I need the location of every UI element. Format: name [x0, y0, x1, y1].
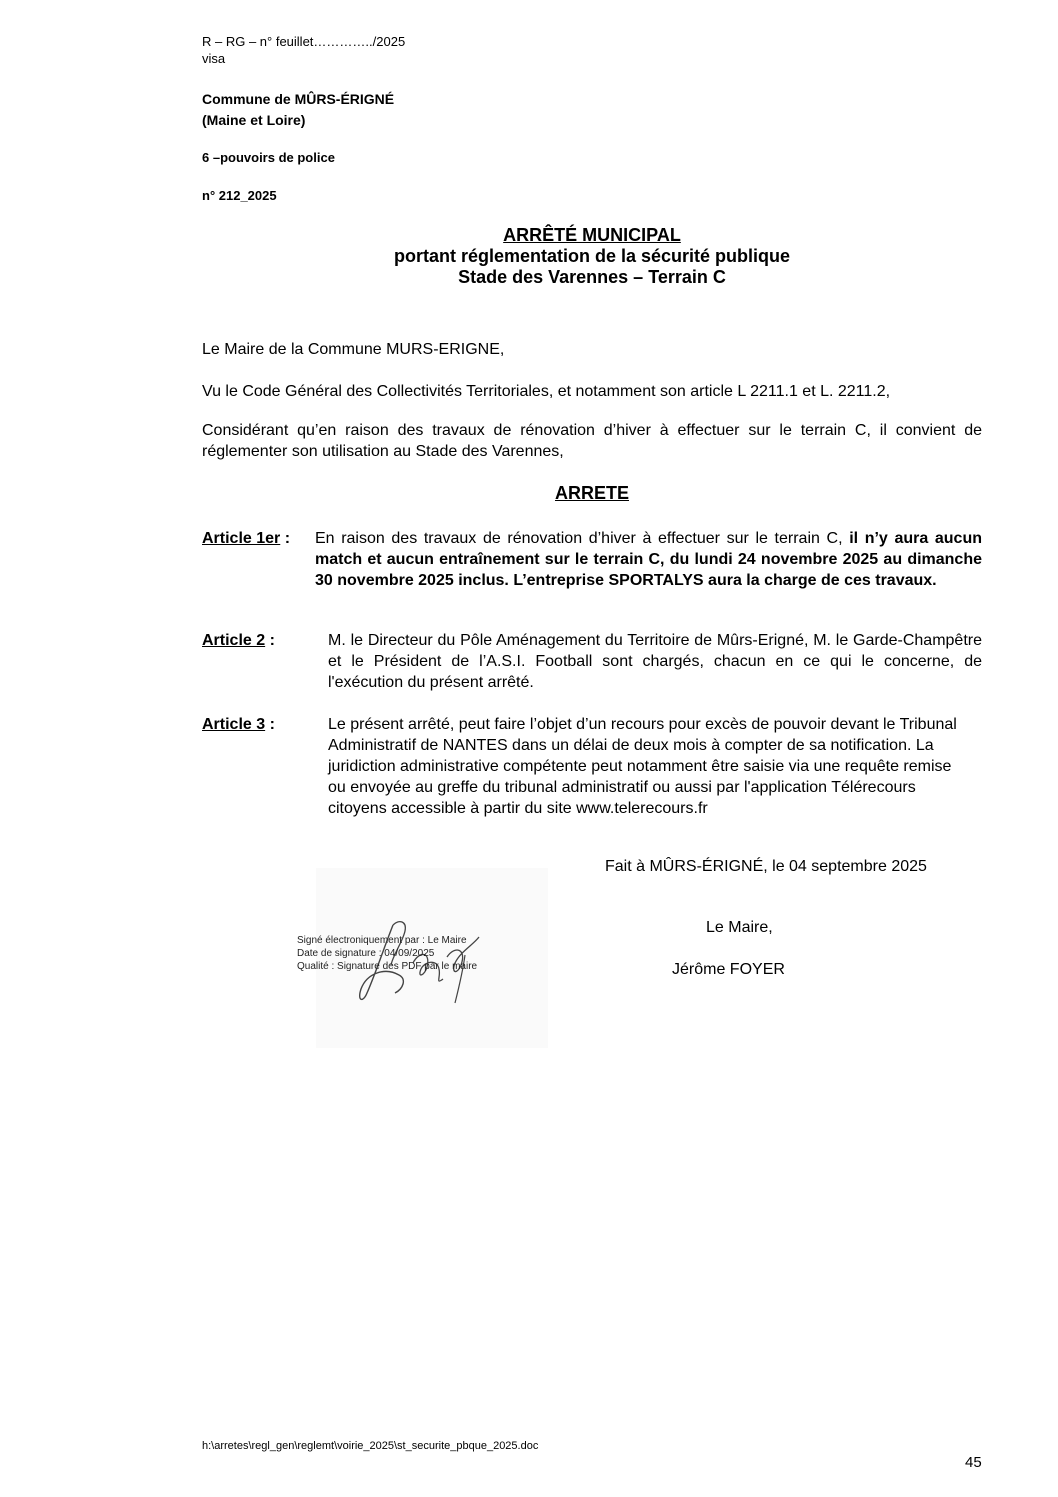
signatory-role: Le Maire, — [706, 919, 773, 936]
signatory-name: Jérôme FOYER — [672, 961, 785, 978]
article-2-label-colon: : — [265, 632, 275, 649]
header-meta — [202, 33, 405, 67]
category-label: 6 –pouvoirs de police — [202, 150, 335, 165]
preamble-considerant: Considérant qu’en raison des travaux de rénovation d’hiver à effectuer sur le terrain C, il convient de réglementer son utilisation au Stade des Varennes, — [202, 422, 982, 460]
article-1-label-text: Article 1er — [202, 530, 281, 547]
title-line-1: ARRÊTÉ MUNICIPAL — [503, 225, 681, 245]
commune-block — [202, 89, 394, 131]
place-date: Fait à MÛRS-ÉRIGNÉ, le 04 septembre 2025 — [605, 858, 927, 875]
article-2-text: M. le Directeur du Pôle Aménagement du Territoire de Mûrs-Erigné, M. le Garde-Champêtre et le Président de l’A.S.I. Football sont chargés, chacun en ce qui le concerne, de l'exécution du présent arrêté. — [328, 632, 982, 691]
reference-line: R – RG – n° feuillet…………../2025 — [202, 34, 406, 49]
department-name: (Maine et Loire) — [202, 112, 306, 128]
article-3-label-text: Article 3 — [202, 716, 266, 733]
article-3-label — [202, 714, 275, 735]
article-1-text-bold: il n’y aura aucun match et aucun entraînement sur le terrain C, du lundi 24 novembre 2025 au dimanche 30 novembre 2025 inclus. L’entreprise SPORTALYS aura la charge de ces travaux. — [315, 530, 983, 589]
article-3-text: Le présent arrêté, peut faire l’objet d’un recours pour excès de pouvoir devant le Tribunal Administratif de NANTES dans un délai de deux mois à compter de sa notification. La juridiction administrative compétente peut notamment être saisie via une requête remise ou envoyée au greffe du tribunal administratif ou aussi par l'application Télérecours citoyens accessible à partir du site www.telerecours.fr — [328, 716, 957, 817]
e-sign-quality: Qualité : Signature des PDF par le maire — [297, 961, 478, 972]
article-1-text-normal: En raison des travaux de rénovation d’hiver à effectuer sur le terrain C, — [315, 530, 850, 547]
preamble-vu: Vu le Code Général des Collectivités Territoriales, et notamment son article L 2211.1 et L. 2211.2, — [202, 383, 891, 400]
article-1-label — [202, 528, 290, 549]
preamble-maire: Le Maire de la Commune MURS-ERIGNE, — [202, 341, 505, 358]
article-3-label-colon: : — [265, 716, 275, 733]
article-1-label-colon: : — [280, 530, 291, 547]
title-line-3: Stade des Varennes – Terrain C — [458, 267, 726, 287]
electronic-signature-info — [297, 934, 477, 973]
page-number: 45 — [965, 1454, 982, 1471]
article-2-label-text: Article 2 — [202, 632, 266, 649]
article-2-label — [202, 630, 275, 651]
visa-line: visa — [202, 51, 226, 66]
e-sign-date: Date de signature : 04/09/2025 — [297, 948, 435, 959]
file-path: h:\arretes\regl_gen\reglemt\voirie_2025\st_securite_pbque_2025.doc — [202, 1440, 539, 1452]
arrete-heading: ARRETE — [554, 483, 629, 503]
document-title — [202, 225, 982, 288]
arrete-number: n° 212_2025 — [202, 188, 277, 203]
article-1-text — [315, 528, 982, 591]
title-line-2: portant réglementation de la sécurité publique — [393, 246, 791, 266]
commune-name: Commune de MÛRS-ÉRIGNÉ — [202, 91, 395, 107]
e-sign-signer: Signé électroniquement par : Le Maire — [297, 935, 467, 946]
